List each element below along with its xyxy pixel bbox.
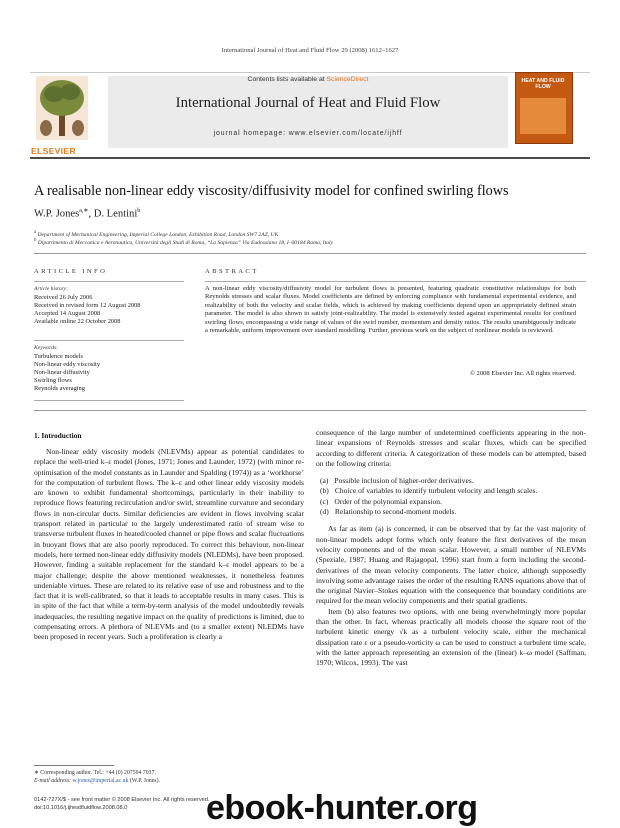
history-item: Available online 22 October 2008 [34, 318, 121, 325]
criteria-item [316, 507, 586, 517]
article-title: A realisable non-linear eddy viscosity/diffusivity model for confined swirling flows [34, 183, 509, 199]
criteria-label: (a) [320, 476, 329, 486]
section-heading: 1. Introduction [34, 431, 82, 440]
contents-prefix: Contents lists available at [247, 76, 327, 83]
divider [34, 340, 184, 341]
issn-line: 0142-727X/$ - see front matter © 2008 Elsevier Inc. All rights reserved. [34, 797, 210, 803]
criteria-item [316, 497, 586, 507]
affiliation [34, 230, 594, 238]
elsevier-tree-logo [32, 72, 92, 144]
journal-banner [108, 76, 508, 148]
affiliation-text: Dipartimento di Meccanica e Aeronautica, Università degli Studi di Roma, “La Sapienza” Via Eudossiana 18, I–00184 Roma, Italy [37, 239, 333, 246]
keyword: Non-linear diffusivity [34, 369, 90, 376]
email-link[interactable]: w.jones@imperial.ac.uk [72, 778, 129, 784]
journal-cover-title: HEAT AND FLUID FLOW [521, 78, 565, 90]
watermark: ebook-hunter.org [206, 789, 478, 827]
criteria-text: Possible inclusion of higher-order derivatives. [334, 476, 474, 486]
affiliation-text: Department of Mechanical Engineering, Imperial College London, Exhibition Road, London SW7 2AZ, UK [37, 231, 279, 238]
criteria-item [316, 476, 586, 486]
affiliation-marker: b [34, 238, 37, 243]
copyright-notice: © 2008 Elsevier Inc. All rights reserved. [469, 370, 576, 377]
doi-line[interactable]: doi:10.1016/j.ijheatfluidflow.2008.08.0 [34, 805, 128, 811]
body-paragraph: As far as item (a) is concerned, it can be observed that by far the vast majority of non-linear models adopt forms which only feature the first derivatives of the mean velocity components and of the mean scalar. However, a small number of NLEVMs (Speziale, 1987; Huang and Rajagopal, 1996) start from a form including the second-derivatives of the mean velocity components. The latter choice, although supposedly involving some advantage raises the order of the resulting RANS equations above that of the original Navier–Stokes equation with the consequence that boundary conditions are required for the mean velocity components and their spatial gradients. [316, 524, 586, 606]
keyword: Swirling flows [34, 377, 72, 384]
criteria-label: (c) [320, 496, 329, 506]
affiliation [34, 238, 594, 246]
divider [34, 253, 586, 254]
elsevier-wordmark: ELSEVIER [31, 146, 76, 156]
body-column-left [34, 447, 304, 643]
email-note [34, 778, 160, 784]
article-history-label: Article history: [34, 286, 69, 292]
divider [34, 400, 184, 401]
affiliation-marker: a [34, 230, 37, 235]
contents-line [108, 76, 508, 83]
body-column-right [316, 428, 586, 669]
author-list: W.P. Jones$^{a,∗}$, D. Lentini$^b$ [34, 208, 141, 220]
keyword: Turbulence models [34, 353, 83, 360]
criteria-label: (d) [320, 507, 329, 517]
keyword: Reynolds averaging [34, 385, 85, 392]
body-paragraph: Non-linear eddy viscosity models (NLEVMs) appear as potential candidates to replace the well-tried k–ε model (Jones, 1971; Jones and Launder, 1972) (with minor re-optimisation of the model constants as in Launder and Spalding (1974)) as a ‘workhorse’ for the computation of turbulent flows. The k–ε and other linear eddy viscosity models are known to exhibit fundamental shortcomings, particularly in their inability to reproduce flows featuring recirculation and/or swirl, streamline curvature and secondary flows in non-circular ducts. Similar deficiencies are evident in flows involving scalar transport related in particular to the largely underestimated ratio of stream wise to transverse turbulent fluxes in heated/cooled channel or pipe flows and scalar fluctuations in buoyant flows that are also poorly reproduced. To correct this behaviour, non-linear models, here termed non-linear eddy diffusivity models (NLEDMs), have been proposed. However, finding a suitable replacement for the standard k–ε model appears to be a major challenge; despite the above mentioned weaknesses, it nonetheless features undeniable virtues. These are related to its relative ease of use and robustness and to the fact that it is well-calibrated, so that it leads to acceptable results in many cases. This is in spite of the fact that while a term-by-term analysis of the model undoubtedly reveals inadequacies, the resulting negative impact on the quality of predictions is limited, due to compensating errors. A plethora of NLEVMs and (to a smaller extent) NLEDMs have been proposed in recent years. Such a proliferation is clearly a [34, 447, 305, 642]
history-item: Accepted 14 August 2008 [34, 310, 101, 317]
keyword: Non-linear eddy viscosity [34, 361, 101, 368]
abstract-text: A non-linear eddy viscosity/diffusivity model for turbulent flows is presented, featuring quadratic constitutive relationships for both Reynolds stresses and scalar fluxes. Model coefficients are defined by enforcing compliance with fundamental experimental evidence, and realizability of both the velocity and scalar fields, which is achieved by making coefficients depend upon an appropriately defined strain parameter. The model is also shown to satisfy joint-realizability. The model is extensively tested against experimental results for confined swirling flows, encompassing a wide range of values of the swirl number, momentum and density ratios. The results unambiguously indicate a remarkable, uniform improvement over standard modelling. Further, previous work on the subject of nonlinear models is reviewed. [205, 285, 576, 335]
corresponding-author-note: ∗ Corresponding author. Tel.: +44 (0) 207594 7037. [34, 770, 156, 776]
keywords-label: Keywords: [34, 345, 59, 351]
journal-homepage[interactable]: journal homepage: www.elsevier.com/locate/ijhff [213, 130, 403, 137]
history-item: Received 26 July 2006 [34, 294, 93, 301]
journal-reference: International Journal of Heat and Fluid Flow 29 (2008) 1612–1627 [221, 47, 399, 54]
author-name[interactable]: W.P. Jones [34, 208, 80, 220]
criteria-text: Order of the polynomial expansion. [334, 496, 442, 506]
sciencedirect-link[interactable]: ScienceDirect [326, 76, 369, 83]
footnote-divider [34, 765, 114, 766]
author-marker[interactable]: a,∗ [79, 208, 89, 214]
journal-cover-image [520, 98, 566, 134]
article-info-heading: ARTICLE INFO [34, 268, 108, 275]
author-name[interactable]: D. Lentini [93, 208, 138, 220]
divider [205, 281, 586, 282]
email-label: E-mail address: [34, 778, 73, 784]
criteria-item [316, 486, 586, 496]
history-item: Received in revised form 12 August 2008 [34, 302, 141, 309]
abstract-heading: ABSTRACT [205, 268, 259, 275]
criteria-text: Relationship to second-moment models. [334, 507, 457, 517]
journal-title: International Journal of Heat and Fluid Flow [175, 95, 441, 111]
body-paragraph: consequence of the large number of undetermined coefficients appearing in the non-linear expansions of Reynolds stresses and scalar fluxes, which can be specified according to different criteria. A categorization of these models can be attempted, based on the following criteria: [316, 428, 586, 468]
divider [34, 410, 586, 411]
author-marker[interactable]: b [137, 208, 141, 214]
email-suffix: (W.P. Jones). [128, 778, 160, 784]
criteria-text: Choice of variables to identify turbulent velocity and length scales. [334, 486, 538, 496]
divider [34, 281, 184, 282]
body-paragraph: Item (b) also features two options, with one being overwhelmingly more popular than the other. In fact, whereas practically all models choose the square root of the turbulent kinetic energy √k as a turbulent velocity scale, either the mechanical dissipation rate ε or a pseudo-vorticity ω can be used to construct a turbulent time scale, with the latter approach representing an extension of the (linear) k–ω model (Saffman, 1970; Wilcox, 1993). The vast [316, 606, 586, 668]
criteria-label: (b) [320, 486, 329, 496]
